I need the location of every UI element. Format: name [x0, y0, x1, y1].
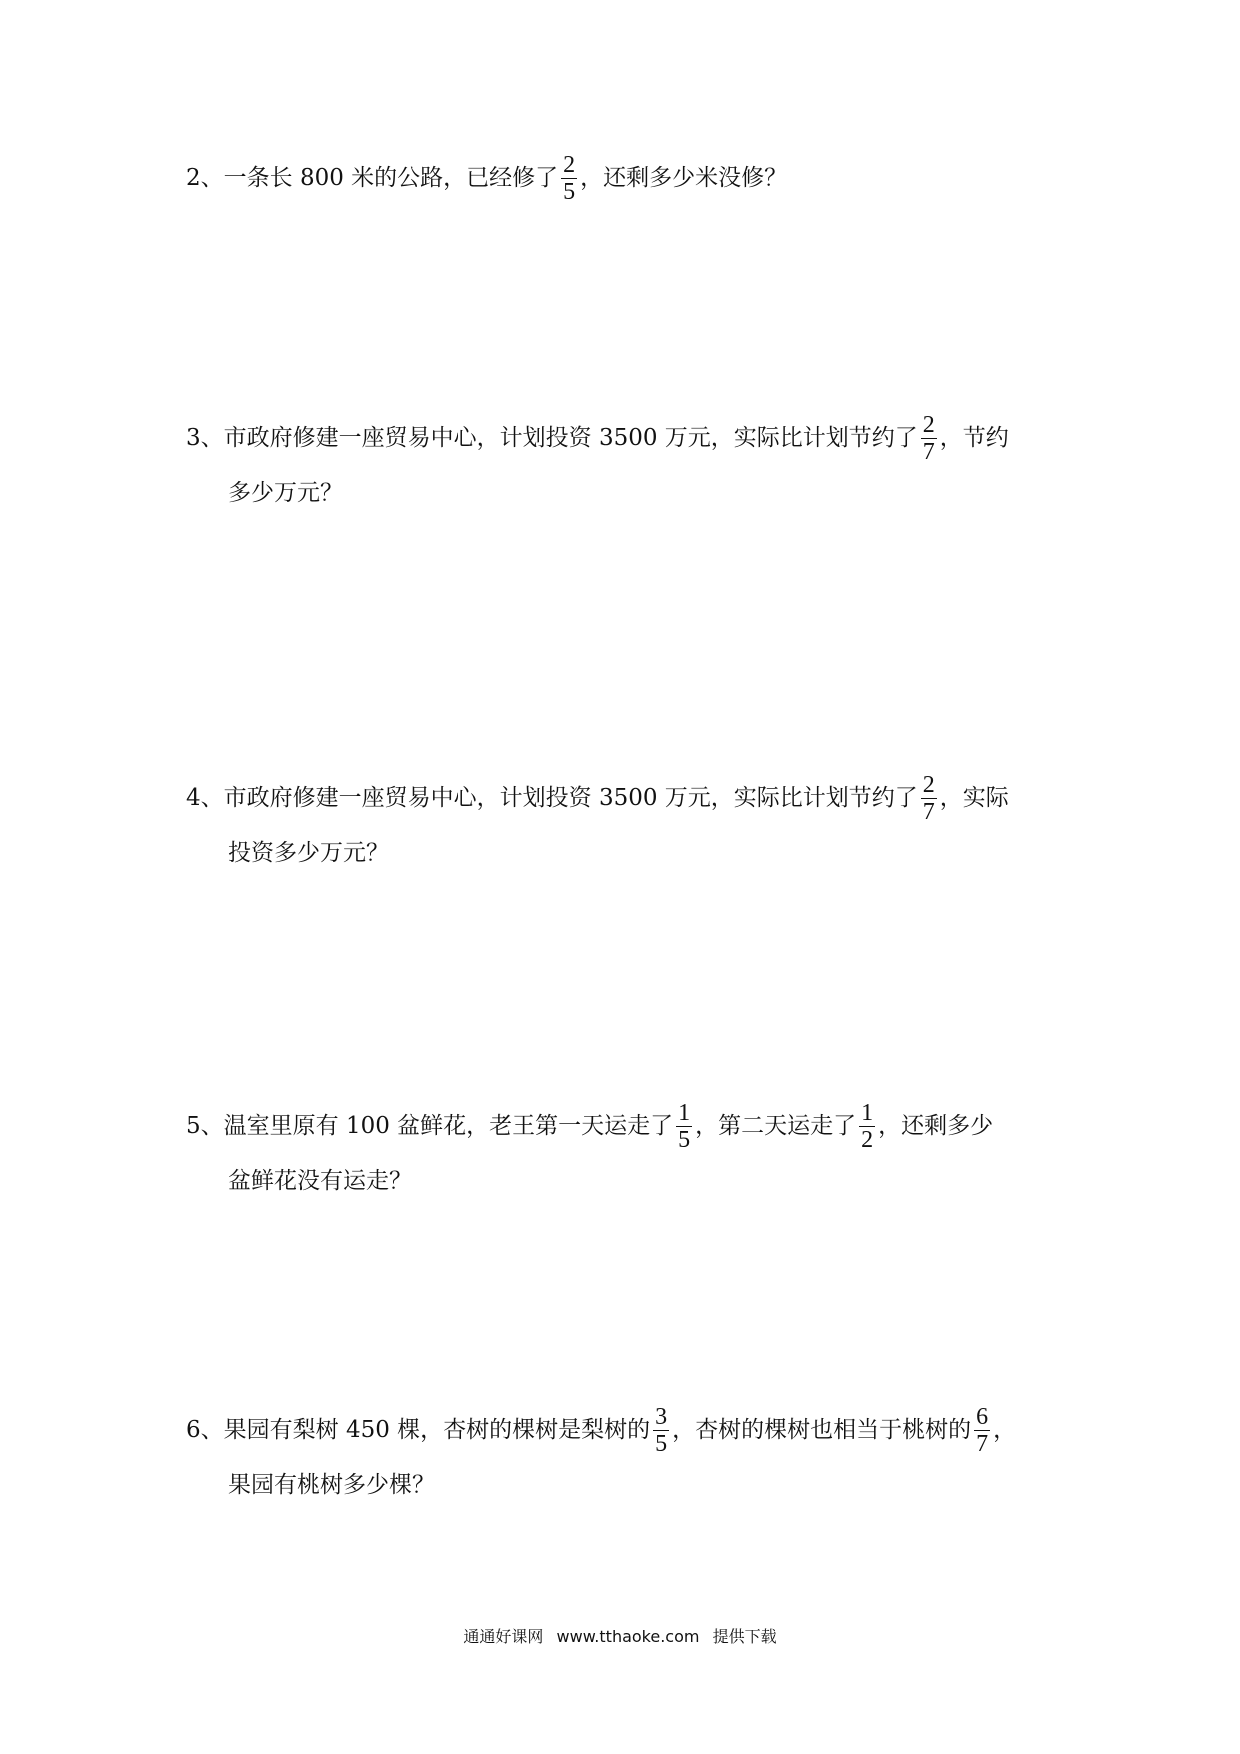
- problem-6-line-1: [186, 1398, 1066, 1462]
- footer-url: www.tthaoke.com: [556, 1627, 700, 1646]
- footer-suffix: 提供下载: [712, 1627, 777, 1646]
- problem-text: ，节约: [939, 425, 1009, 451]
- problem-text: ，实际: [939, 785, 1009, 811]
- fraction-numerator: 1: [861, 1099, 874, 1126]
- fraction: [921, 772, 937, 825]
- problem-5-line-1: [186, 1094, 1066, 1158]
- problem-text: ，第二天运走了: [695, 1113, 857, 1139]
- problem-text: 投资多少万元？: [228, 840, 389, 866]
- problem-6: [186, 1398, 1066, 1508]
- problem-2-line-1: [186, 146, 1066, 210]
- footer-site-name: 通通好课网: [463, 1627, 544, 1646]
- problem-text: ，还剩多少: [878, 1113, 994, 1139]
- fraction: [561, 152, 577, 205]
- fraction-denominator: 5: [678, 1126, 691, 1153]
- fraction: [921, 412, 937, 465]
- problem-text: 多少万元？: [228, 480, 343, 506]
- fraction-numerator: 6: [976, 1403, 989, 1430]
- fraction-numerator: 2: [563, 151, 576, 178]
- problem-4-line-2: [186, 830, 1066, 876]
- problem-3: [186, 406, 1066, 516]
- problem-text: 3、市政府修建一座贸易中心，计划投资 3500 万元，实际比计划节约了: [186, 425, 918, 451]
- problem-2: [186, 146, 1066, 210]
- problem-text: ，还剩多少米没修？: [580, 165, 788, 191]
- fraction-denominator: 5: [655, 1430, 668, 1457]
- fraction-numerator: 3: [655, 1403, 668, 1430]
- fraction: [676, 1100, 692, 1153]
- problem-3-line-1: [186, 406, 1066, 470]
- fraction: [859, 1100, 875, 1153]
- problem-text: 2、一条长 800 米的公路，已经修了: [186, 165, 559, 191]
- fraction-denominator: 7: [922, 438, 935, 465]
- problem-text: 4、市政府修建一座贸易中心，计划投资 3500 万元，实际比计划节约了: [186, 785, 918, 811]
- fraction-denominator: 7: [922, 798, 935, 825]
- fraction-denominator: 2: [861, 1126, 874, 1153]
- fraction-denominator: 7: [976, 1430, 989, 1457]
- problem-5-line-2: [186, 1158, 1066, 1204]
- problem-text: 果园有桃树多少棵？: [228, 1472, 435, 1498]
- problem-4: [186, 766, 1066, 876]
- problem-text: 5、温室里原有 100 盆鲜花，老王第一天运走了: [186, 1113, 674, 1139]
- fraction-numerator: 2: [922, 411, 935, 438]
- problem-4-line-1: [186, 766, 1066, 830]
- fraction-numerator: 1: [678, 1099, 691, 1126]
- problem-text: 盆鲜花没有运走？: [228, 1168, 412, 1194]
- fraction-denominator: 5: [563, 178, 576, 205]
- fraction: [653, 1404, 669, 1457]
- problem-text: ，: [993, 1417, 1017, 1443]
- problem-3-line-2: [186, 470, 1066, 516]
- problem-text: 6、果园有梨树 450 棵，杏树的棵树是梨树的: [186, 1417, 651, 1443]
- problem-5: [186, 1094, 1066, 1204]
- page-footer: [0, 1624, 1240, 1647]
- fraction: [974, 1404, 990, 1457]
- problem-6-line-2: [186, 1462, 1066, 1508]
- fraction-numerator: 2: [922, 771, 935, 798]
- problem-text: ，杏树的棵树也相当于桃树的: [672, 1417, 972, 1443]
